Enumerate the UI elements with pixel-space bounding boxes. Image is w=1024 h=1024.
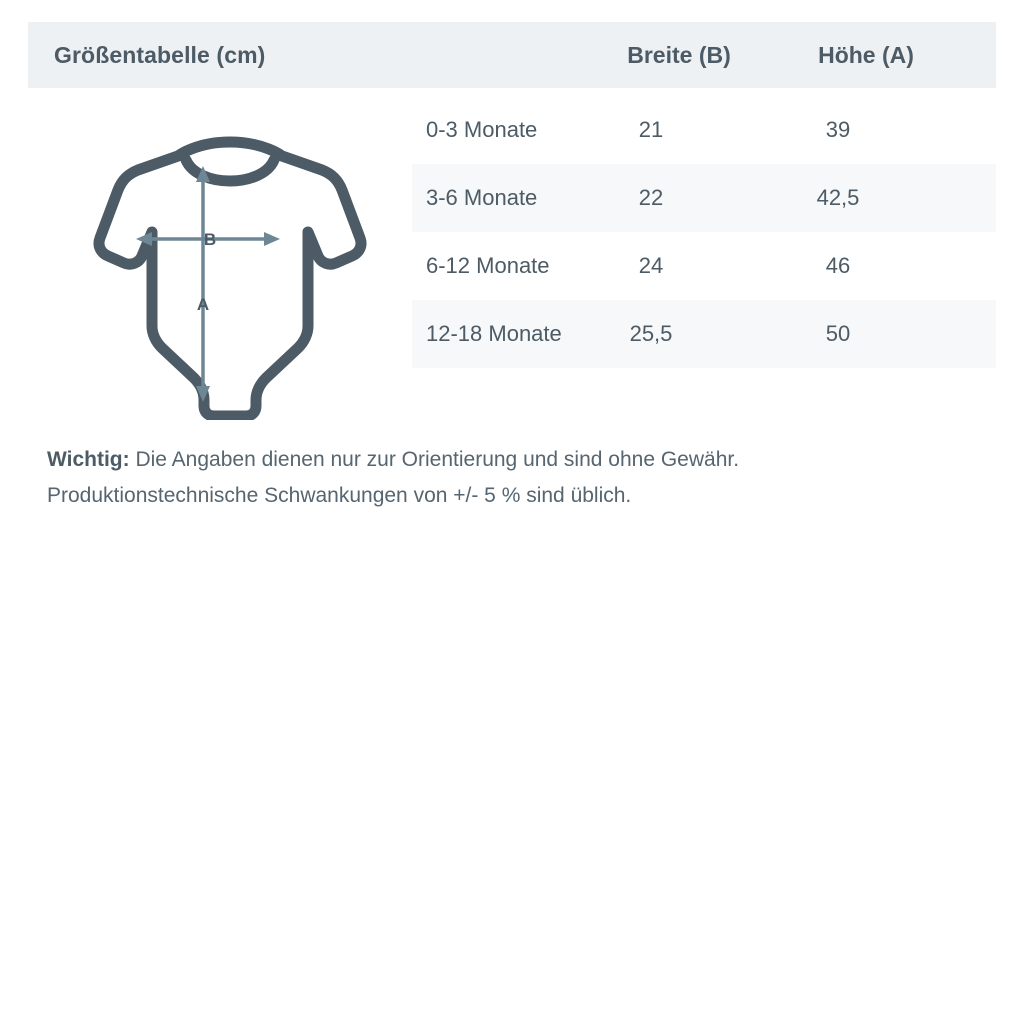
cell-size: 3-6 Monate (426, 185, 538, 210)
label-height: A (196, 295, 210, 314)
cell-size: 0-3 Monate (426, 117, 538, 142)
cell-height: 50 (825, 321, 851, 346)
cell-width: 24 (638, 253, 664, 278)
cell-width: 25,5 (629, 321, 673, 346)
cell-height: 46 (825, 253, 851, 278)
column-header-height: Höhe (A) (818, 41, 914, 68)
bodysuit-illustration (70, 120, 390, 420)
size-table (412, 96, 996, 368)
disclaimer-note (47, 442, 977, 514)
table-row (412, 164, 996, 232)
table-row (412, 232, 996, 300)
table-header (28, 22, 996, 88)
cell-size: 6-12 Monate (426, 253, 550, 278)
page-title: Größentabelle (cm) (54, 41, 266, 68)
cell-height: 39 (825, 117, 851, 142)
table-row (412, 300, 996, 368)
disclaimer-lead: Wichtig: (47, 448, 130, 471)
table-row (412, 96, 996, 164)
disclaimer-line-2: Produktionstechnische Schwankungen von +/- 5 % sind üblich. (47, 484, 632, 507)
cell-height: 42,5 (816, 185, 860, 210)
label-width: B (203, 230, 217, 249)
disclaimer-line-1: Die Angaben dienen nur zur Orientierung und sind ohne Gewähr. (129, 448, 740, 471)
cell-width: 22 (638, 185, 664, 210)
cell-size: 12-18 Monate (426, 321, 562, 346)
column-header-width: Breite (B) (627, 41, 731, 68)
cell-width: 21 (638, 117, 664, 142)
